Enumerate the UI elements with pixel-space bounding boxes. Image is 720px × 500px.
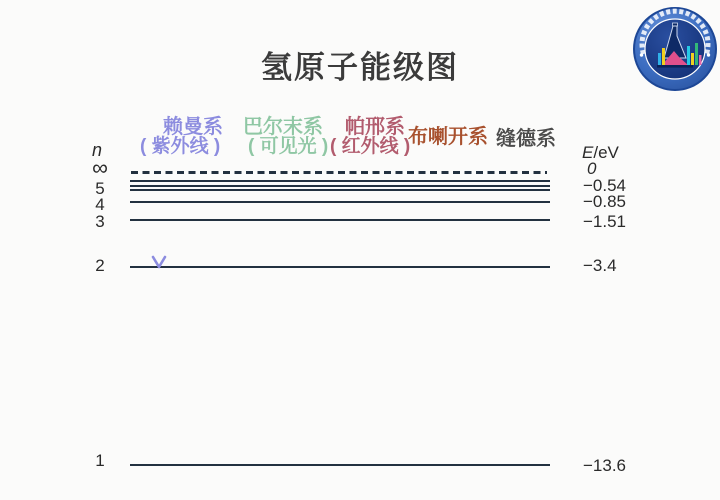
series-label-paschen: 帕邢系 bbox=[345, 116, 405, 138]
quantum-number-axis-label: n bbox=[92, 140, 103, 160]
n-label-1: 1 bbox=[95, 451, 105, 470]
series-label-balmer: 巴尔末系 bbox=[243, 116, 323, 138]
series-label-pfund: 缝德系 bbox=[496, 128, 556, 150]
energy-unit: /eV bbox=[593, 143, 619, 162]
page-title: 氢原子能级图 bbox=[261, 50, 459, 85]
energy-value-n4: −0.85 bbox=[583, 192, 627, 211]
n-label-4: 4 bbox=[95, 195, 105, 214]
series-band-visible: ( 可见光 ) bbox=[248, 136, 329, 157]
energy-level-line-n7 bbox=[130, 180, 550, 182]
n-label-3: 3 bbox=[95, 212, 105, 231]
energy-level-line-n2 bbox=[130, 266, 550, 268]
series-label-lyman: 赖曼系 bbox=[163, 116, 223, 138]
n-label-5: 5 bbox=[95, 179, 105, 198]
series-band-ultraviolet: ( 紫外线 ) bbox=[140, 136, 221, 157]
energy-symbol: E bbox=[582, 143, 594, 162]
energy-value-n1: −13.6 bbox=[583, 456, 627, 475]
energy-level-line-n6 bbox=[130, 185, 550, 187]
series-band-infrared: ( 红外线 ) bbox=[330, 136, 411, 157]
institution-badge-logo bbox=[630, 4, 720, 94]
series-label-brackett: 布喇开系 bbox=[408, 126, 488, 148]
energy-value-infinity: 0 bbox=[587, 159, 597, 178]
n-label-2: 2 bbox=[95, 256, 105, 275]
energy-value-n3: −1.51 bbox=[583, 212, 627, 231]
energy-level-line-infinity bbox=[131, 171, 547, 174]
energy-level-line-n4 bbox=[130, 201, 550, 203]
n-label-infinity: ∞ bbox=[92, 155, 108, 180]
energy-value-n5: −0.54 bbox=[583, 176, 627, 195]
energy-value-n2: −3.4 bbox=[583, 256, 617, 275]
energy-level-line-n3 bbox=[130, 219, 550, 221]
transition-arrowhead-icon bbox=[149, 253, 169, 270]
energy-level-line-n1 bbox=[130, 464, 550, 466]
energy-level-line-n5 bbox=[130, 189, 550, 191]
